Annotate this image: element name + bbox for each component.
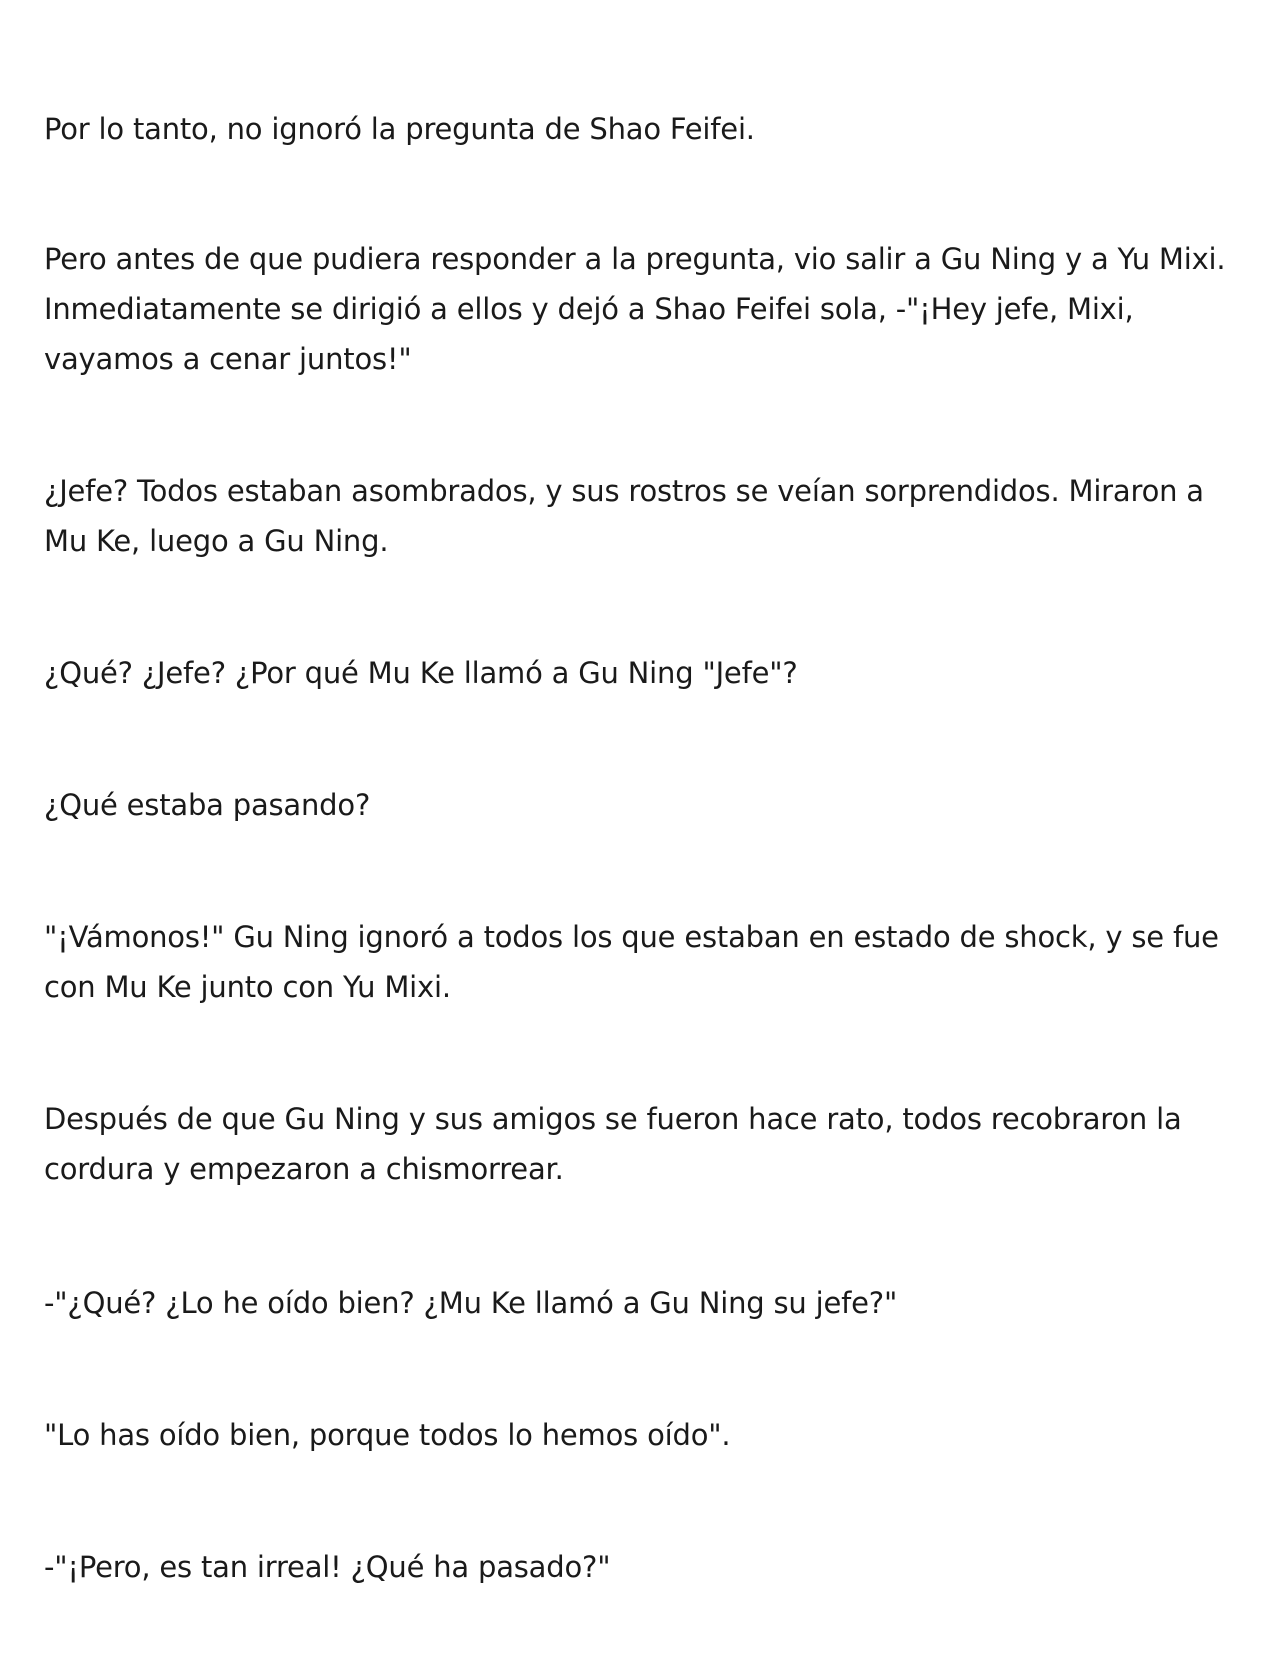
paragraph-3: ¿Jefe? Todos estaban asombrados, y sus rostros se veían sorprendidos. Miraron a Mu Ke, luego a Gu Ning. [44, 474, 1204, 558]
paragraph-2: Pero antes de que pudiera responder a la pregunta, vio salir a Gu Ning y a Yu Mixi. Inmediatamente se dirigió a ellos y dejó a Shao Feifei sola, -"¡Hey jefe, Mixi, vayamos a cenar juntos!" [44, 242, 1226, 376]
paragraph-5: ¿Qué estaba pasando? [44, 788, 371, 822]
paragraph-9: "Lo has oído bien, porque todos lo hemos oído". [44, 1418, 731, 1452]
paragraph-4: ¿Qué? ¿Jefe? ¿Por qué Mu Ke llamó a Gu Ning "Jefe"? [44, 656, 798, 690]
paragraph-1: Por lo tanto, no ignoró la pregunta de Shao Feifei. [44, 112, 755, 146]
paragraph-6: "¡Vámonos!" Gu Ning ignoró a todos los que estaban en estado de shock, y se fue con Mu Ke junto con Yu Mixi. [44, 920, 1219, 1004]
paragraph-8: -"¿Qué? ¿Lo he oído bien? ¿Mu Ke llamó a Gu Ning su jefe?" [44, 1286, 898, 1320]
paragraph-10: -"¡Pero, es tan irreal! ¿Qué ha pasado?" [44, 1550, 611, 1584]
paragraph-7: Después de que Gu Ning y sus amigos se fueron hace rato, todos recobraron la cordura y empezaron a chismorrear. [44, 1102, 1182, 1186]
